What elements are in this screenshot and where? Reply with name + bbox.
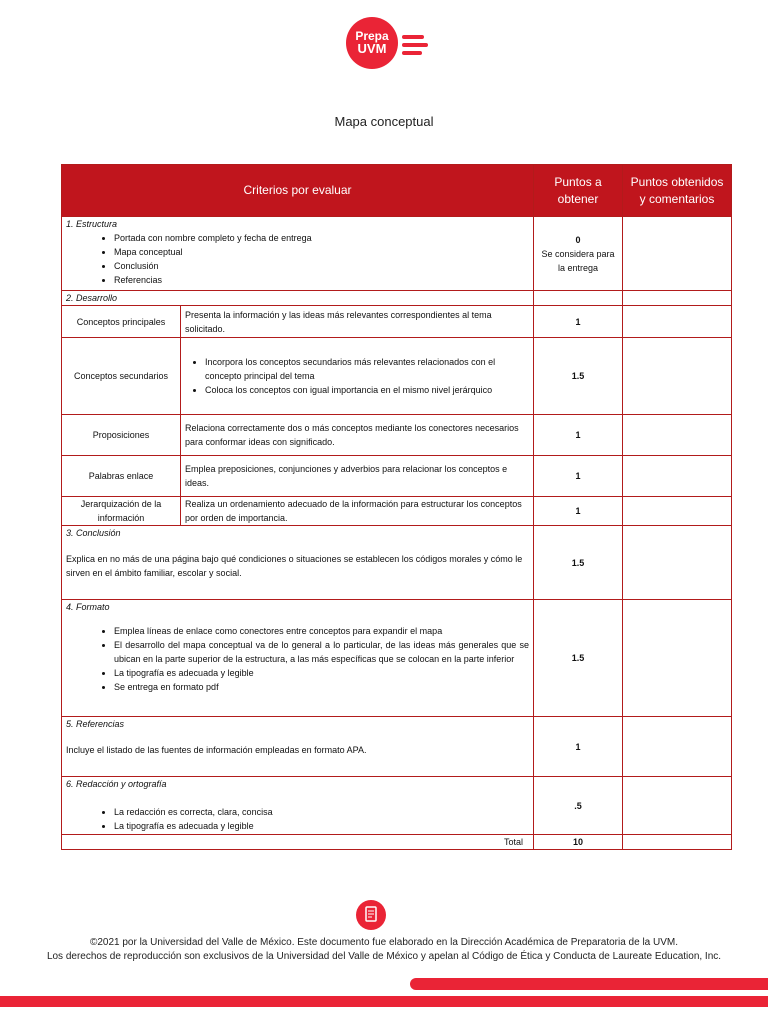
section-text: Incluye el listado de las fuentes de información empleadas en formato APA. bbox=[66, 745, 367, 755]
section-title: 4. Formato bbox=[66, 602, 110, 612]
list-item: • Coloca los conceptos con igual importancia en el mismo nivel jerárquico bbox=[205, 383, 529, 397]
rubric-table bbox=[61, 164, 732, 850]
header-points: Puntos a obtener bbox=[534, 165, 623, 217]
list-item: • Conclusión bbox=[114, 259, 529, 273]
list-item: • La tipografía es adecuada y legible bbox=[114, 666, 529, 680]
row-description: Emplea preposiciones, conjunciones y adverbios para relacionar los conceptos e ideas. bbox=[181, 456, 534, 497]
logo-line2: UVM bbox=[357, 41, 387, 56]
document-icon bbox=[356, 900, 386, 930]
points-value: 1.5 bbox=[534, 526, 623, 600]
points-value: 1 bbox=[534, 456, 623, 497]
section-title: 5. Referencias bbox=[66, 719, 125, 729]
row-label: Jerarquización de la información bbox=[62, 497, 181, 526]
table-row bbox=[62, 338, 732, 415]
row-description: Presenta la información y las ideas más relevantes correspondientes al tema solicitado. bbox=[181, 306, 534, 338]
obtained-cell bbox=[623, 777, 732, 835]
section-conclusion bbox=[62, 526, 732, 600]
header-criteria: Criterios por evaluar bbox=[62, 165, 534, 217]
prepa-uvm-logo bbox=[346, 13, 436, 75]
list-item: • La redacción es correcta, clara, concisa bbox=[114, 805, 529, 819]
points-value: 1 bbox=[534, 306, 623, 338]
row-description: Relaciona correctamente dos o más conceptos mediante los conectores necesarios para conformar ideas con significado. bbox=[181, 415, 534, 456]
table-header-row bbox=[62, 165, 732, 217]
points-value: 0 bbox=[575, 234, 581, 245]
list-item: • El desarrollo del mapa conceptual va de lo general a lo particular, de las ideas más generales que se ubican en la parte superior de la estructura, a las más específicas que se colocan en la parte inferior bbox=[114, 638, 529, 666]
table-row bbox=[62, 306, 732, 338]
total-row bbox=[62, 835, 732, 850]
bullet-list bbox=[185, 355, 529, 397]
points-value: 1 bbox=[534, 717, 623, 777]
footer-bar bbox=[0, 996, 768, 1007]
list-item: • Portada con nombre completo y fecha de entrega bbox=[114, 231, 529, 245]
header-obtained: Puntos obtenidos y comentarios bbox=[623, 165, 732, 217]
page-title: Mapa conceptual bbox=[334, 114, 434, 129]
section-title: 2. Desarrollo bbox=[62, 291, 534, 306]
obtained-cell bbox=[623, 600, 732, 717]
table-row bbox=[62, 497, 732, 526]
section-title: 3. Conclusión bbox=[66, 528, 121, 538]
list-item: • Incorpora los conceptos secundarios más relevantes relacionados con el concepto principal del tema bbox=[205, 355, 529, 383]
section-title: 6. Redacción y ortografía bbox=[66, 779, 167, 789]
obtained-cell bbox=[623, 497, 732, 526]
row-label: Conceptos secundarios bbox=[62, 338, 181, 415]
table-row bbox=[62, 415, 732, 456]
section-referencias bbox=[62, 717, 732, 777]
section-estructura bbox=[62, 217, 732, 291]
row-description: Realiza un ordenamiento adecuado de la información para estructurar los conceptos por orden de importancia. bbox=[181, 497, 534, 526]
obtained-cell bbox=[623, 526, 732, 600]
obtained-cell bbox=[623, 306, 732, 338]
obtained-cell bbox=[623, 717, 732, 777]
points-value: 1.5 bbox=[534, 338, 623, 415]
list-item: • Referencias bbox=[114, 273, 529, 287]
points-value: 1 bbox=[534, 497, 623, 526]
points-note: Se considera para la entrega bbox=[541, 248, 615, 273]
logo-line1: Prepa bbox=[355, 29, 389, 43]
row-label: Proposiciones bbox=[62, 415, 181, 456]
row-label: Conceptos principales bbox=[62, 306, 181, 338]
section-desarrollo bbox=[62, 291, 732, 306]
obtained-cell bbox=[623, 217, 732, 291]
total-label: Total bbox=[62, 835, 534, 850]
footer-accent-bar bbox=[410, 978, 768, 990]
obtained-cell bbox=[623, 338, 732, 415]
bullet-list bbox=[66, 805, 529, 833]
list-item: • Se entrega en formato pdf bbox=[114, 680, 529, 694]
bullet-list bbox=[66, 624, 529, 694]
points-value: 1 bbox=[534, 415, 623, 456]
obtained-cell bbox=[623, 415, 732, 456]
list-item: • Mapa conceptual bbox=[114, 245, 529, 259]
total-value: 10 bbox=[534, 835, 623, 850]
row-label: Palabras enlace bbox=[62, 456, 181, 497]
points-value: .5 bbox=[534, 777, 623, 835]
section-formato bbox=[62, 600, 732, 717]
section-redaccion bbox=[62, 777, 732, 835]
footer-copyright: ©2021 por la Universidad del Valle de México. Este documento fue elaborado en la Dirección Académica de Preparatoria de la UVM. bbox=[89, 937, 679, 948]
bullet-list bbox=[66, 231, 529, 287]
list-item: • Emplea líneas de enlace como conectores entre conceptos para expandir el mapa bbox=[114, 624, 529, 638]
footer-rights: Los derechos de reproducción son exclusivos de la Universidad del Valle de México y apelan al Código de Ética y Conducta de Laureate Education, Inc. bbox=[46, 951, 722, 962]
section-title: 1. Estructura bbox=[66, 219, 118, 229]
obtained-cell bbox=[623, 456, 732, 497]
section-text: Explica en no más de una página bajo qué condiciones o situaciones se establecen los códigos morales y cómo le sirven en el ámbito familiar, escolar y social. bbox=[66, 554, 523, 578]
list-item: • La tipografía es adecuada y legible bbox=[114, 819, 529, 833]
points-value: 1.5 bbox=[534, 600, 623, 717]
table-row bbox=[62, 456, 732, 497]
